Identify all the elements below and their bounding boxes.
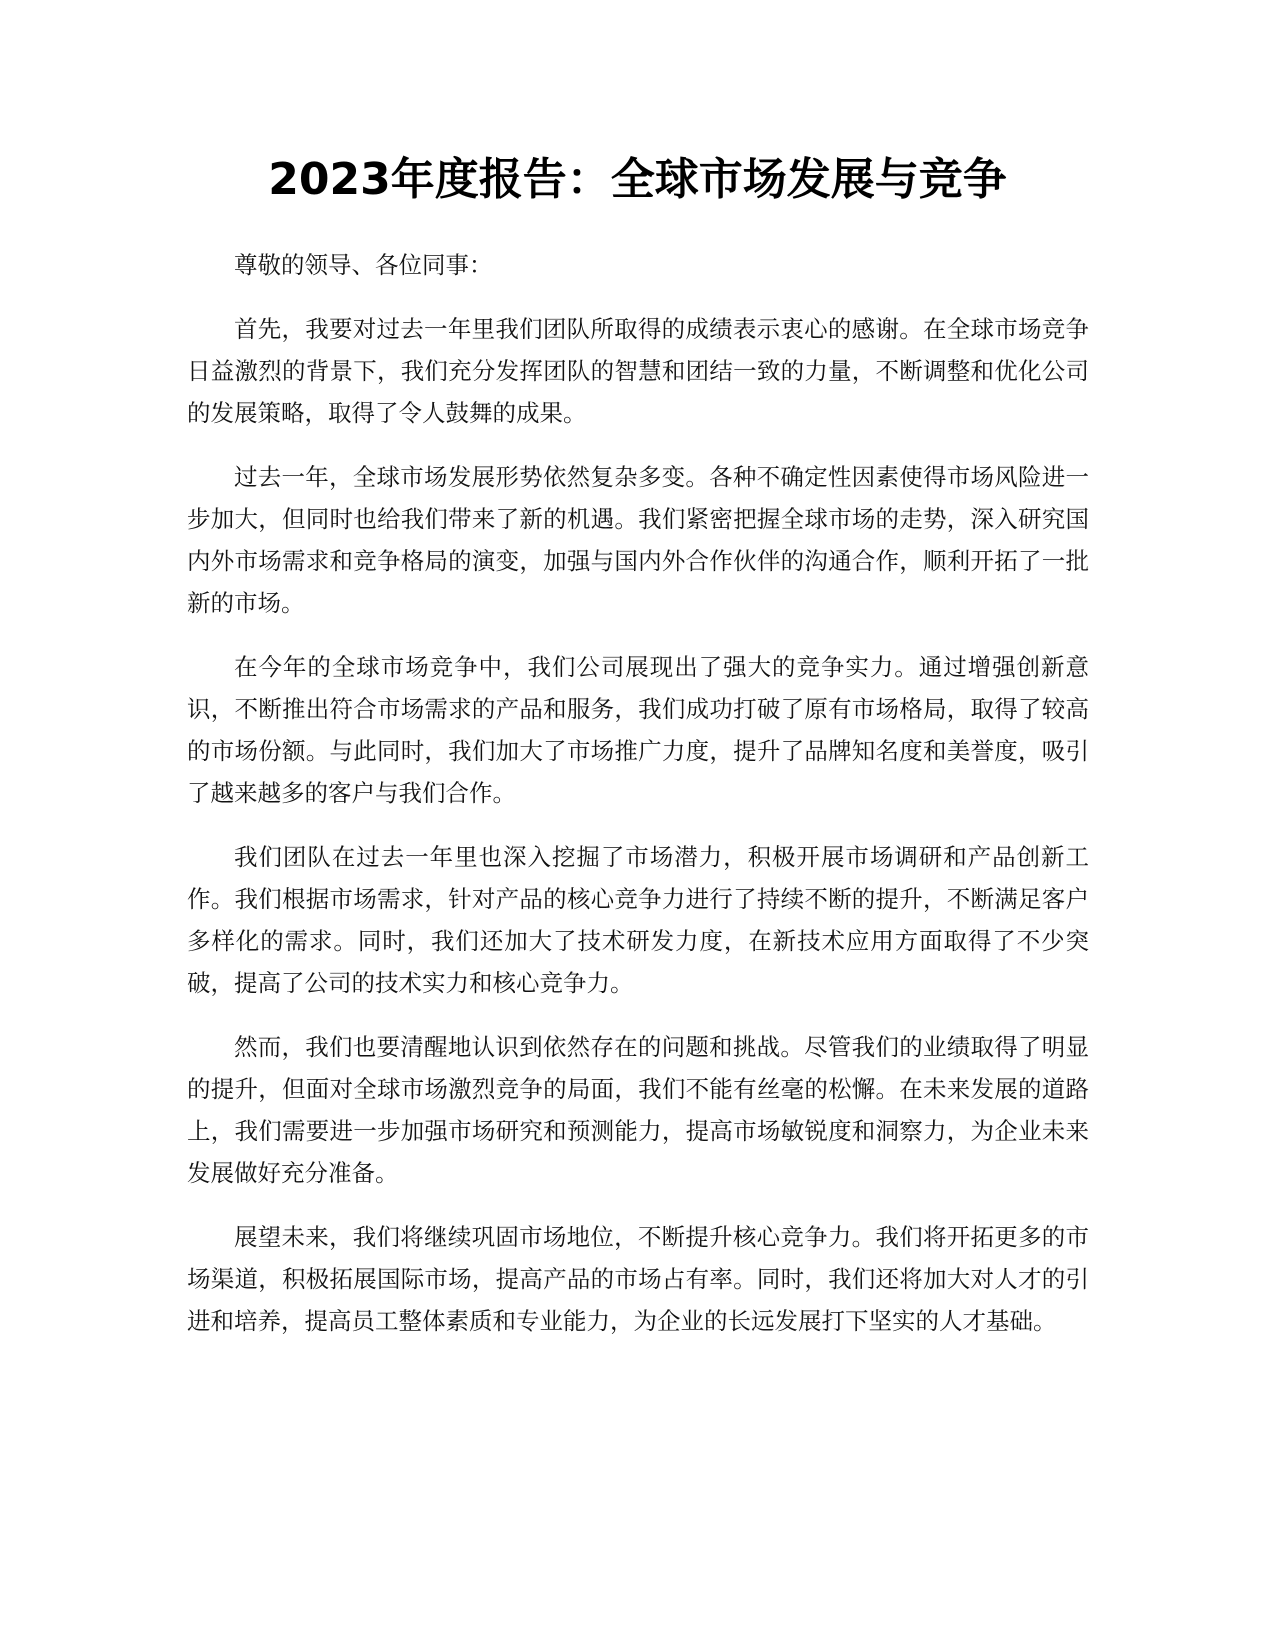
- paragraph-3: 在今年的全球市场竞争中，我们公司展现出了强大的竞争实力。通过增强创新意识，不断推出符合市场需求的产品和服务，我们成功打破了原有市场格局，取得了较高的市场份额。与此同时，我们加大了市场推广力度，提升了品牌知名度和美誉度，吸引了越来越多的客户与我们合作。: [187, 653, 1089, 807]
- document-body: [187, 244, 1089, 1364]
- document-title: 2023年度报告：全球市场发展与竞争: [268, 154, 1007, 205]
- paragraph-6: 展望未来，我们将继续巩固市场地位，不断提升核心竞争力。我们将开拓更多的市场渠道，积极拓展国际市场，提高产品的市场占有率。同时，我们还将加大对人才的引进和培养，提高员工整体素质和专业能力，为企业的长远发展打下坚实的人才基础。: [187, 1223, 1089, 1335]
- paragraph-5: 然而，我们也要清醒地认识到依然存在的问题和挑战。尽管我们的业绩取得了明显的提升，但面对全球市场激烈竞争的局面，我们不能有丝毫的松懈。在未来发展的道路上，我们需要进一步加强市场研究和预测能力，提高市场敏锐度和洞察力，为企业未来发展做好充分准备。: [187, 1033, 1089, 1187]
- salutation: 尊敬的领导、各位同事：: [234, 251, 493, 279]
- paragraph-2: 过去一年，全球市场发展形势依然复杂多变。各种不确定性因素使得市场风险进一步加大，但同时也给我们带来了新的机遇。我们紧密把握全球市场的走势，深入研究国内外市场需求和竞争格局的演变，加强与国内外合作伙伴的沟通合作，顺利开拓了一批新的市场。: [187, 463, 1089, 617]
- paragraph-4: 我们团队在过去一年里也深入挖掘了市场潜力，积极开展市场调研和产品创新工作。我们根据市场需求，针对产品的核心竞争力进行了持续不断的提升，不断满足客户多样化的需求。同时，我们还加大了技术研发力度，在新技术应用方面取得了不少突破，提高了公司的技术实力和核心竞争力。: [187, 843, 1089, 997]
- paragraph-1: 首先，我要对过去一年里我们团队所取得的成绩表示衷心的感谢。在全球市场竞争日益激烈的背景下，我们充分发挥团队的智慧和团结一致的力量，不断调整和优化公司的发展策略，取得了令人鼓舞的成果。: [187, 315, 1089, 427]
